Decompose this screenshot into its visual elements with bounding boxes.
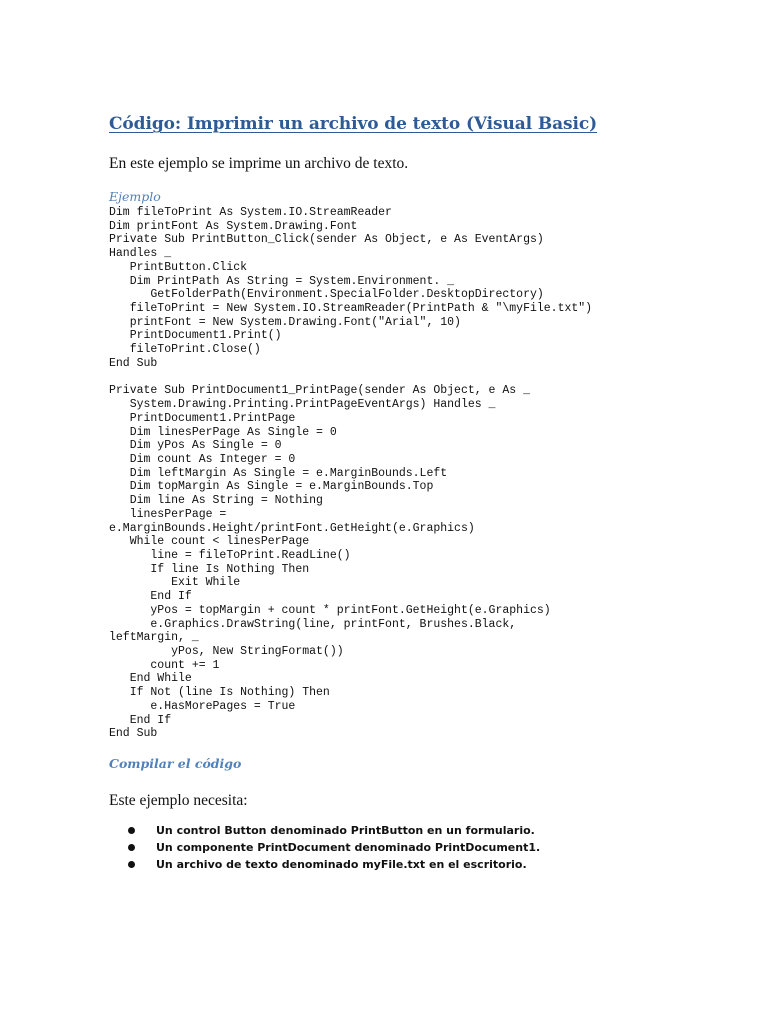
code-line: fileToPrint = New System.IO.StreamReader(PrintPath & "\myFile.txt"): [109, 302, 593, 316]
code-line: Dim fileToPrint As System.IO.StreamReader: [109, 206, 392, 219]
list-item-text: Un control Button denominado PrintButton en un formulario.: [156, 824, 535, 837]
code-line: Dim printFont As System.Drawing.Font: [109, 219, 358, 233]
code-block: [109, 206, 592, 741]
code-line: [109, 371, 592, 385]
code-line: Dim yPos As Single = 0: [109, 439, 282, 453]
code-line: End If: [109, 590, 192, 604]
code-line: e.Graphics.DrawString(line, printFont, Brushes.Black,: [109, 617, 517, 631]
code-line: Private Sub PrintDocument1_PrintPage(sender As Object, e As _: [109, 384, 530, 398]
code-line: End Sub: [109, 356, 158, 370]
code-line: If line Is Nothing Then: [109, 562, 310, 576]
code-line: End If: [109, 713, 172, 727]
code-line: printFont = New System.Drawing.Font("Arial", 10): [109, 315, 461, 329]
code-line: System.Drawing.Printing.PrintPageEventArgs) Handles _: [109, 398, 496, 412]
code-line: yPos = topMargin + count * printFont.GetHeight(e.Graphics): [109, 603, 551, 617]
code-line: While count < linesPerPage: [109, 535, 310, 549]
code-line: If Not (line Is Nothing) Then: [109, 686, 330, 700]
requirements-intro: Este ejemplo necesita:: [109, 792, 248, 809]
code-line: fileToPrint.Close(): [109, 343, 261, 357]
code-line: Exit While: [109, 576, 241, 590]
list-item-text: Un componente PrintDocument denominado PrintDocument1.: [156, 841, 541, 854]
code-line: Dim count As Integer = 0: [109, 452, 296, 466]
code-line: leftMargin, _: [109, 631, 199, 645]
code-line: PrintDocument1.PrintPage: [109, 411, 296, 425]
list-item-text: Un archivo de texto denominado myFile.txt en el escritorio.: [156, 858, 527, 871]
bullet-icon: [128, 827, 135, 834]
code-line: line = fileToPrint.ReadLine(): [109, 548, 351, 562]
compile-heading: Compilar el código: [109, 756, 242, 771]
code-line: e.MarginBounds.Height/printFont.GetHeight(e.Graphics): [109, 521, 475, 535]
code-line: e.HasMorePages = True: [109, 699, 296, 713]
example-heading: Ejemplo: [109, 189, 161, 204]
code-line: PrintButton.Click: [109, 260, 248, 274]
code-line: Dim line As String = Nothing: [109, 494, 323, 508]
code-line: PrintDocument1.Print(): [109, 329, 282, 343]
code-line: GetFolderPath(Environment.SpecialFolder.DesktopDirectory): [109, 288, 544, 302]
page-title: Código: Imprimir un archivo de texto (Visual Basic): [109, 114, 598, 134]
code-line: Dim linesPerPage As Single = 0: [109, 425, 337, 439]
code-line: Handles _: [109, 247, 172, 261]
code-line: Dim PrintPath As String = System.Environment. _: [109, 274, 455, 288]
bullet-icon: [128, 844, 135, 851]
code-line: count += 1: [109, 658, 220, 672]
bullet-icon: [128, 861, 135, 868]
code-line: yPos, New StringFormat()): [109, 645, 344, 658]
code-line: Dim topMargin As Single = e.MarginBounds.Top: [109, 480, 434, 494]
code-line: linesPerPage =: [109, 507, 227, 521]
intro-paragraph: En este ejemplo se imprime un archivo de texto.: [109, 155, 409, 172]
code-line: Private Sub PrintButton_Click(sender As Object, e As EventArgs): [109, 233, 544, 247]
code-line: End While: [109, 672, 192, 686]
code-line: End Sub: [109, 727, 158, 741]
code-line: Dim leftMargin As Single = e.MarginBounds.Left: [109, 466, 448, 480]
